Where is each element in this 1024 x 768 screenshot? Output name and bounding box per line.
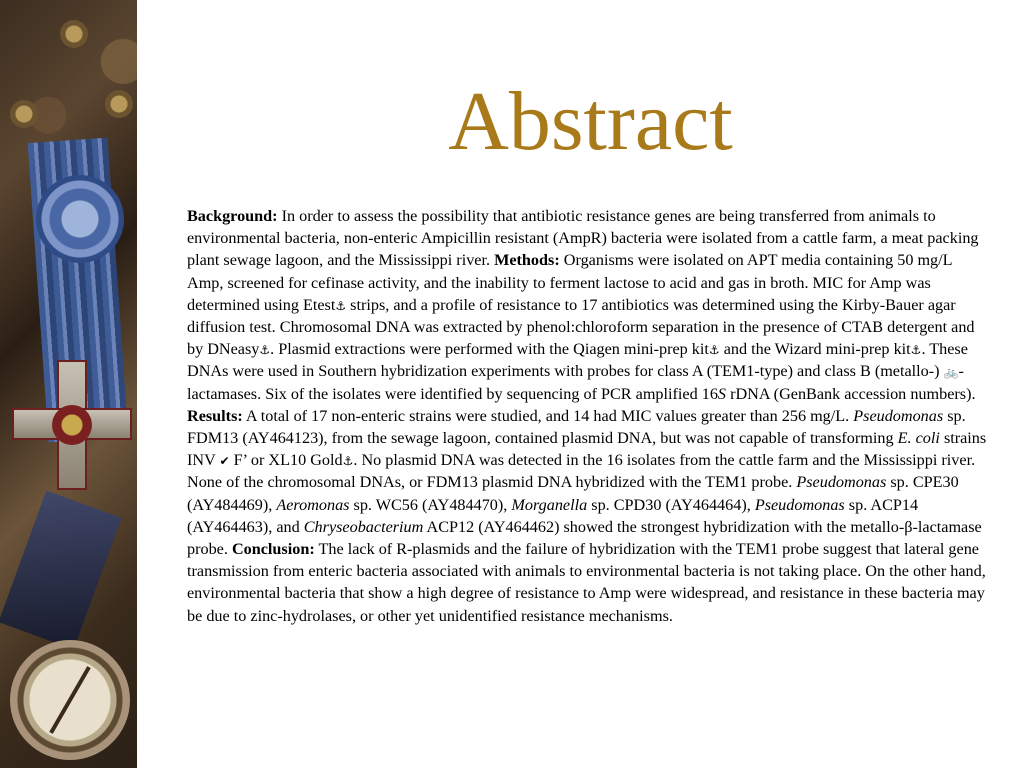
organism-name: Pseudomonas: [754, 495, 845, 514]
ribosomal-s-unit: S: [717, 384, 727, 403]
results-text: sp. FDM13 (AY464123), from the sewage lagoon, contained plasmid DNA, but was not capable of transforming: [187, 406, 966, 448]
results-text: sp. ACP14 (AY464463), and: [187, 495, 919, 536]
results-text: sp. WC56 (AY484470),: [353, 495, 508, 514]
results-text: ACP12 (AY464462) showed the strongest hybridization with the metallo-β-lactamase probe.: [187, 517, 982, 559]
results-text: A total of 17 non-enteric strains were studied, and 14 had MIC values greater than 256 mg/L.: [245, 406, 850, 425]
methods-label: Methods:: [494, 251, 560, 270]
results-text: F’ or XL10 Gold: [233, 451, 343, 470]
results-text: sp. CPD30 (AY464464),: [591, 495, 751, 514]
abstract-body: [187, 205, 987, 627]
results-text: . No plasmid DNA was detected in the 16 isolates from the cattle farm and the Mississippi river. None of the chromosomal DNAs, or FDM13 plasmid DNA hybridized with the TEM1 probe.: [187, 451, 976, 492]
methods-text: -lactamases. Six of the isolates were identified by sequencing of PCR amplified 16: [187, 362, 964, 403]
anchor-icon: ⚓: [708, 343, 720, 358]
checkmark-icon: ✔: [219, 454, 230, 469]
background-label: Background:: [187, 207, 278, 225]
slide-title: Abstract: [448, 75, 733, 168]
methods-text: . These DNAs were used in Southern hybridization experiments with probes for class A (TEM1-type) and class B (metallo-): [187, 340, 968, 381]
medal-rosette: [36, 175, 124, 263]
methods-text: and the Wizard mini-prep kit: [723, 340, 911, 359]
bicycle-icon: 🚲: [943, 365, 959, 380]
anchor-icon: ⚓: [335, 298, 347, 313]
medal-chain: [0, 491, 122, 650]
methods-text: strips, and a profile of resistance to 17 antibiotics was determined using the Kirby-Bauer agar diffusion test. Chromosomal DNA was extracted by phenol:chloroform separation in the presence of CTAB detergent and by DNeasy: [187, 295, 975, 359]
organism-name: E. coli: [897, 429, 940, 448]
conclusion-label: Conclusion:: [231, 540, 315, 559]
organism-name: Pseudomonas: [853, 406, 944, 425]
conclusion-text: The lack of R-plasmids and the failure of hybridization with the TEM1 probe suggest that lateral gene transmission from enteric bacteria associated with animals to environmental bacteria is not taking place. On the other hand, environmental bacteria that show a high degree of resistance to Amp were widespread, and resistance in these bacteria may be due to zinc-hydrolases, or other yet unidentified resistance mechanisms.: [187, 540, 986, 625]
medal-cross: [12, 360, 132, 490]
button-decoration: [60, 20, 88, 48]
button-decoration: [10, 100, 38, 128]
anchor-icon: ⚓: [342, 454, 354, 469]
organism-name: Aeromonas: [276, 495, 350, 514]
compass-icon: [10, 640, 130, 760]
methods-text: rDNA (GenBank accession numbers).: [730, 384, 976, 403]
medal-compass-photo: [0, 0, 137, 768]
anchor-icon: ⚓: [910, 343, 922, 358]
organism-name: Chryseobacterium: [303, 517, 424, 536]
button-decoration: [105, 90, 133, 118]
results-label: Results:: [187, 406, 243, 425]
organism-name: Morganella: [511, 495, 588, 514]
results-text: strains INV: [187, 429, 987, 470]
results-text: sp. CPE30 (AY484469),: [187, 473, 959, 514]
methods-text: Organisms were isolated on APT media containing 50 mg/L Amp, screened for cefinase activity, and the inability to ferment lactose to acid and gas in broth. MIC for Amp was determined using Etest: [187, 251, 952, 314]
background-text: In order to assess the possibility that antibiotic resistance genes are being transferred from animals to environmental bacteria, non-enteric Ampicillin resistant (AmpR) bacteria were isolated from a cattle farm, a meat packing plant sewage lagoon, and the Mississippi river.: [187, 207, 979, 270]
anchor-icon: ⚓: [259, 343, 271, 358]
methods-text: . Plasmid extractions were performed with the Qiagen mini-prep kit: [270, 340, 709, 359]
organism-name: Pseudomonas: [796, 473, 887, 492]
